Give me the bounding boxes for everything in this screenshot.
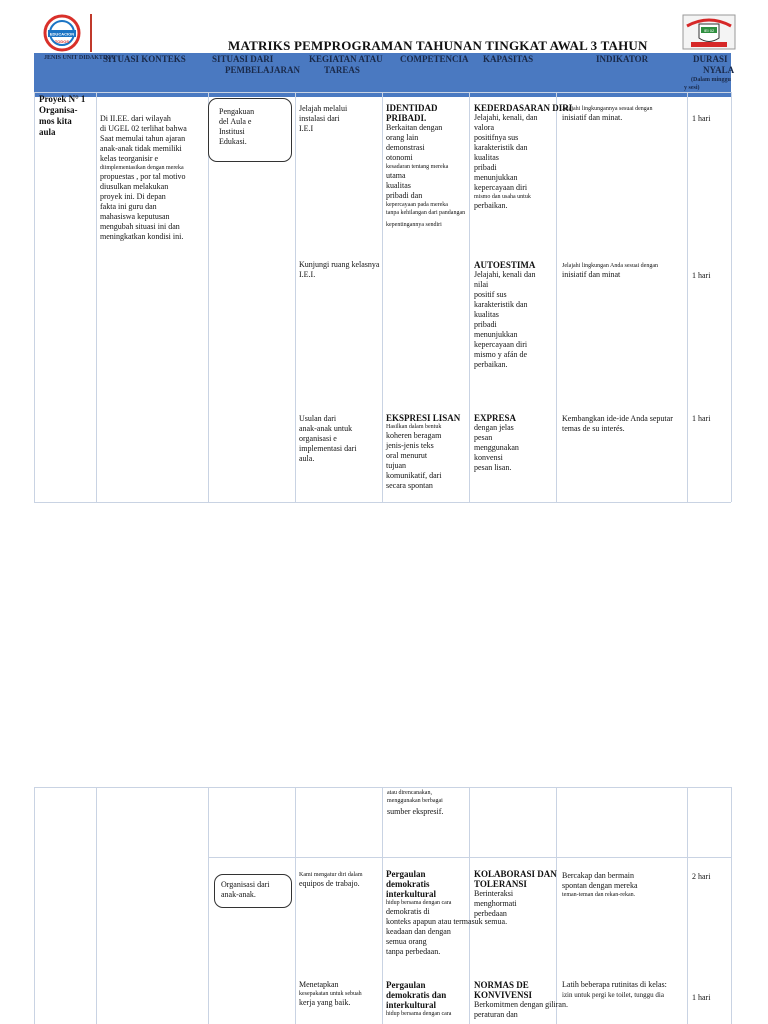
document-title: MATRIKS PEMPROGRAMAN TAHUNAN TINGKAT AWAL 3 TAHUN	[228, 38, 648, 53]
col-header-situation-2: PEMBELAJARAN	[225, 65, 301, 75]
col-header-duration-3: (Dalam minggu	[691, 77, 731, 83]
school-crest-logo	[681, 12, 737, 52]
competence-personal-identity: IDENTIDAD PRIBADI. Berkaitan dengan orang lain demonstrasi otonomi kesadaran tentang mereka utama kualitas pribadi dan kepercayaan pada mereka tanpa kehilangan dari pandangan kepentingannya sendiri	[386, 103, 466, 228]
capacity-collaboration-tolerance: KOLABORASI DAN TOLERANSI Berinteraksi menghormati perbedaan	[474, 869, 557, 918]
col-header-activity-2: TAREAS	[324, 65, 360, 75]
svg-text:EDUCACION: EDUCACION	[49, 31, 75, 37]
education-logo	[40, 14, 84, 52]
duration-row2: 1 hari	[692, 271, 711, 280]
competence-oral-expression: EKSPRESI LISAN Hasilkan dalam bentuk koheren beragam jenis-jenis teks oral menurut tujuan komunikatif, dari secara spontan	[386, 413, 461, 490]
col-header-context: SITUASI KONTEKS	[103, 54, 186, 64]
svg-text:TODOS: TODOS	[54, 39, 70, 44]
col-header-duration-2: NYALA	[703, 65, 735, 75]
competence-democratic-coexistence: Pergaulan demokratis interkultural hidup bersama dengan cara demokratis di konteks apapun atau termasuk semua. keadaan dan dengan semua orang tanpa perbedaan.	[386, 869, 508, 956]
context-text: Di II.EE. dari wilayah di UGEL 02 terlihat bahwa Saat memulai tahun ajaran anak-anak tidak memiliki kelas teorganisir e diimplementasikan dengan mereka propuestas , por tal motivo diusulkan melakukan proyek ini. Di depan fakta ini guru dan mahasiswa keputusan mengubah situasi ini dan meningkatkan kondisi ini.	[100, 114, 187, 241]
capacity-self-awareness: KEDERDASARAN DIRI Jelajahi, kenali, dan valora positifnya sus karakteristik dan kualitas pribadi menunjukkan kepercayaan diri mismo dan usaha untuk perbaikan.	[474, 103, 573, 210]
col-header-duration-4: y sesi)	[684, 85, 700, 91]
capacity-self-esteem: AUTOESTIMA Jelajahi, kenali dan nilai positif sus karakteristik dan kualitas pribadi menunjukkan kepercayaan diri mismo y afán de perbaikan.	[474, 260, 536, 369]
competence-democratic-coexistence-2: Pergaulan demokratis dan interkultural hidup bersama dengan cara	[386, 980, 452, 1017]
indicator-converse-play: Bercakap dan bermain spontan dengan mereka teman-teman dan rekan-rekan.	[562, 871, 638, 898]
activity-explore-installation: Jelajah melalui instalasi dari I.E.I	[299, 104, 348, 133]
duration-page2-row2: 1 hari	[692, 993, 711, 1002]
header-divider	[90, 14, 92, 52]
duration-page2-row1: 2 hari	[692, 872, 711, 881]
learning-situation-box-2: Organisasi dari anak-anak.	[214, 874, 292, 908]
col-header-situation-1: SITUASI DARI	[212, 54, 274, 64]
capacity-express: EXPRESA dengan jelas pesan menggunakan konvensi pesan lisan.	[474, 413, 519, 472]
col-header-unit: JENIS UNIT DIDAKTIKA	[44, 55, 115, 61]
col-header-competence: COMPETENCIA	[400, 54, 469, 64]
duration-row3: 1 hari	[692, 414, 711, 423]
duration-row1: 1 hari	[692, 114, 711, 123]
capacity-coexistence-norms: NORMAS DE KONVIVENSI Berkomitmen dengan giliran. peraturan dan	[474, 980, 568, 1019]
col-header-activity-1: KEGIATAN ATAU	[309, 54, 383, 64]
activity-visit-classroom: Kunjungi ruang kelasnya I.E.I.	[299, 260, 380, 279]
col-header-indicator: INDIKATOR	[596, 54, 649, 64]
indicator-explore-environment-2: Jelajahi lingkungan Anda sesuai dengan inisiatif dan minat	[562, 263, 658, 279]
col-header-capacity: KAPASITAS	[483, 54, 534, 64]
activity-organize-teams: Kami mengatur diri dalam equipos de trabajo.	[299, 872, 363, 888]
indicator-classroom-routines: Latih beberapa rutinitas di kelas: izin untuk pergi ke toilet, tunggu dia	[562, 980, 667, 999]
indicator-develop-ideas: Kembangkan ide-ide Anda seputar temas de su interés.	[562, 414, 673, 433]
competence-continuation: atau direncanakan, menggunakan berbagai sumber ekspresif.	[387, 790, 444, 816]
table-header	[34, 53, 735, 97]
activity-set-agreements: Menetapkan kesepakatan untuk sebuah kerja yang baik.	[299, 980, 362, 1007]
indicator-explore-environment: Jelajahi lingkungannya sesuai dengan inisiatif dan minat.	[562, 106, 653, 122]
learning-situation-box: Pengakuan del Aula e Institusi Edukasi.	[208, 98, 292, 162]
col-header-duration-1: DURASI	[693, 54, 728, 64]
svg-text:IEI 02: IEI 02	[703, 28, 715, 33]
activity-children-proposal: Usulan dari anak-anak untuk organisasi e implementasi dari aula.	[299, 414, 357, 463]
unit-name: Proyek N° 1 Organisa- mos kita aula	[39, 94, 86, 137]
